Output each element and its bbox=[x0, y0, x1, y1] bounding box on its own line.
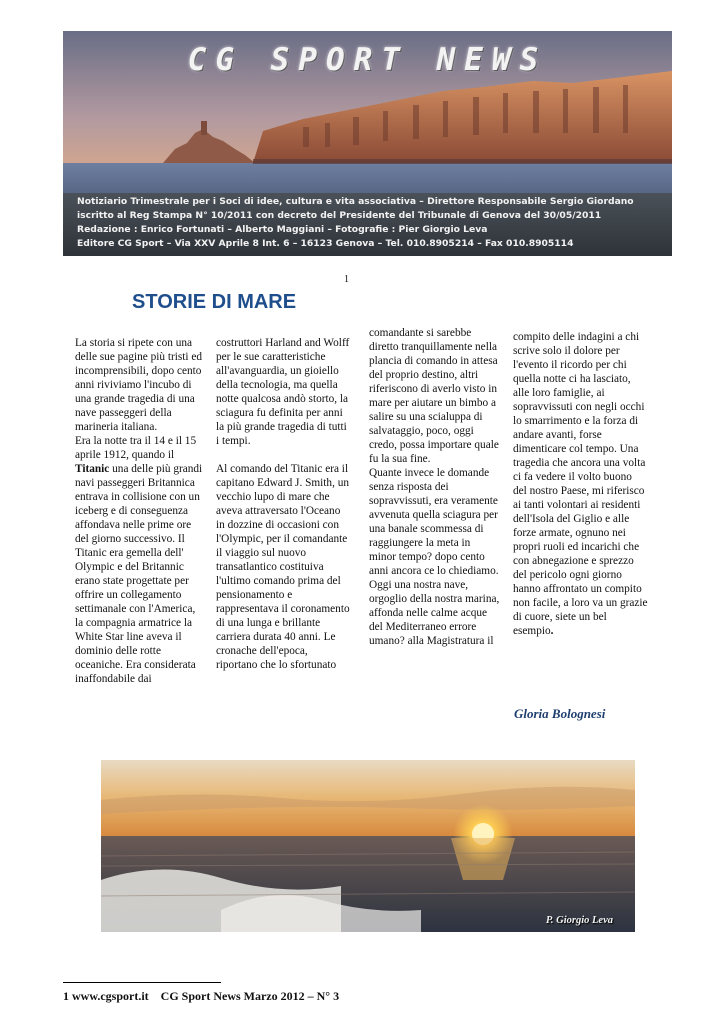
masthead-line: Redazione : Enrico Fortunati – Alberto Maggiani – Fotografie : Pier Giorgio Leva bbox=[77, 224, 488, 235]
paragraph: costruttori Harland and Wolff per le sue caratteristiche all'avanguardia, un gioiello della tecnologia, ma quella notte qualcosa andò storto, la sciagura fu definita per anni la più grande tragedia di tutti i tempi. bbox=[216, 337, 350, 447]
masthead-title: CG SPORT NEWS bbox=[187, 42, 548, 78]
article-column-1 bbox=[75, 336, 203, 686]
paragraph-text: Era la notte tra il 14 e il 15 aprile 1912, quando il bbox=[75, 435, 197, 461]
page-number: 1 bbox=[344, 274, 349, 285]
page-footer: 1 www.cgsport.it CG Sport News Marzo 2012 – N° 3 bbox=[63, 989, 340, 1003]
article-column-3 bbox=[369, 326, 500, 648]
article-author: Gloria Bolognesi bbox=[514, 706, 606, 721]
masthead-line: Notiziario Trimestrale per i Soci di idee, cultura e vita associativa – Direttore Responsabile Sergio Giordano bbox=[77, 196, 634, 207]
masthead-line: Editore CG Sport – Via XXV Aprile 8 Int. 6 – 16123 Genova – Tel. 010.8905214 – Fax 010.8905114 bbox=[77, 238, 574, 249]
paragraph: Al comando del Titanic era il capitano Edward J. Smith, un vecchio lupo di mare che aveva attraversato l'Oceano in dozzine di occasioni con l'Olympic, per il comandante il viaggio sul nuovo transatlantico costituiva l'ultimo comando prima del pensionamento e rappresentava il coronamento di una lunga e brillante carriera durata 40 anni. Le cronache dell'epoca, riportano che lo sfortunato bbox=[216, 463, 350, 671]
footnote-divider bbox=[63, 982, 221, 983]
paragraph bbox=[75, 434, 203, 686]
paragraph bbox=[513, 330, 648, 638]
titanic-bold: Titanic bbox=[75, 463, 110, 475]
final-period: . bbox=[550, 625, 554, 637]
sunset-sea-photo bbox=[101, 760, 635, 932]
photo-credit: P. Giorgio Leva bbox=[545, 915, 613, 926]
masthead-line: iscritto al Reg Stampa N° 10/2011 con decreto del Presidente del Tribunale di Genova del 30/05/2011 bbox=[77, 210, 602, 221]
paragraph: Oggi una nostra nave, orgoglio della nostra marina, affonda nelle calme acque del Mediterraneo errore umano? alla Magistratura il bbox=[369, 579, 500, 647]
paragraph: comandante si sarebbe diretto tranquillamente nella plancia di comando in attesa del proprio destino, altri riferiscono di averlo visto in mare per aiutare un bimbo a salire su una scialuppa di salvataggio, poco, oggi credo, possa importare quale fu la sua fine. bbox=[369, 327, 499, 465]
paragraph-text: una delle più grandi navi passeggeri Britannica entrava in collisione con un iceberg e di conseguenza affondava nelle prime ore del giorno successivo. Il Titanic era gemella dell' Olympic e del Britannic erano state progettate per offrire un collegamento settimanale con l'America, la compagnia armatrice la White Star line aveva il dominio delle rotte oceaniche. Era considerata inaffondabile dai bbox=[75, 463, 203, 685]
paragraph-text: compito delle indagini a chi scrive solo il dolore per l'evento il ricordo per chi quella notte ci ha lasciato, alle loro famiglie, ai sopravvissuti con negli occhi lo smarrimento e la forza di andare avanti, forse dimenticare col tempo. Una tragedia che ancora una volta ci fa vedere il volto buono del nostro Paese, mi riferisco ai tanti volontari ai residenti dell'Isola del Giglio e alle forze armate, ognuno nei propri ruoli ed incarichi che con abnegazione e sprezzo del pericolo ogni giorno hanno affrontato un compito non facile, a loro va un grazie di cuore, siete un bel esempio bbox=[513, 331, 648, 637]
masthead bbox=[63, 31, 672, 256]
article-headline: STORIE DI MARE bbox=[132, 291, 297, 313]
paragraph: Quante invece le domande senza risposta dei sopravvissuti, era veramente avvenuta quella sciagura per una banale scommessa di raggiungere la meta in minor tempo? dopo cento anni ancora ce lo chiediamo. bbox=[369, 467, 499, 577]
article-column-4 bbox=[513, 330, 648, 638]
masthead-info-bar bbox=[63, 193, 672, 256]
sunset-photo-graphic bbox=[101, 760, 635, 932]
article-column-2 bbox=[216, 336, 350, 672]
paragraph: La storia si ripete con una delle sue pagine più tristi ed incomprensibili, dopo cento anni riviviamo l'incubo di una grande tragedia di una nave passeggeri della marineria italiana. bbox=[75, 337, 203, 433]
